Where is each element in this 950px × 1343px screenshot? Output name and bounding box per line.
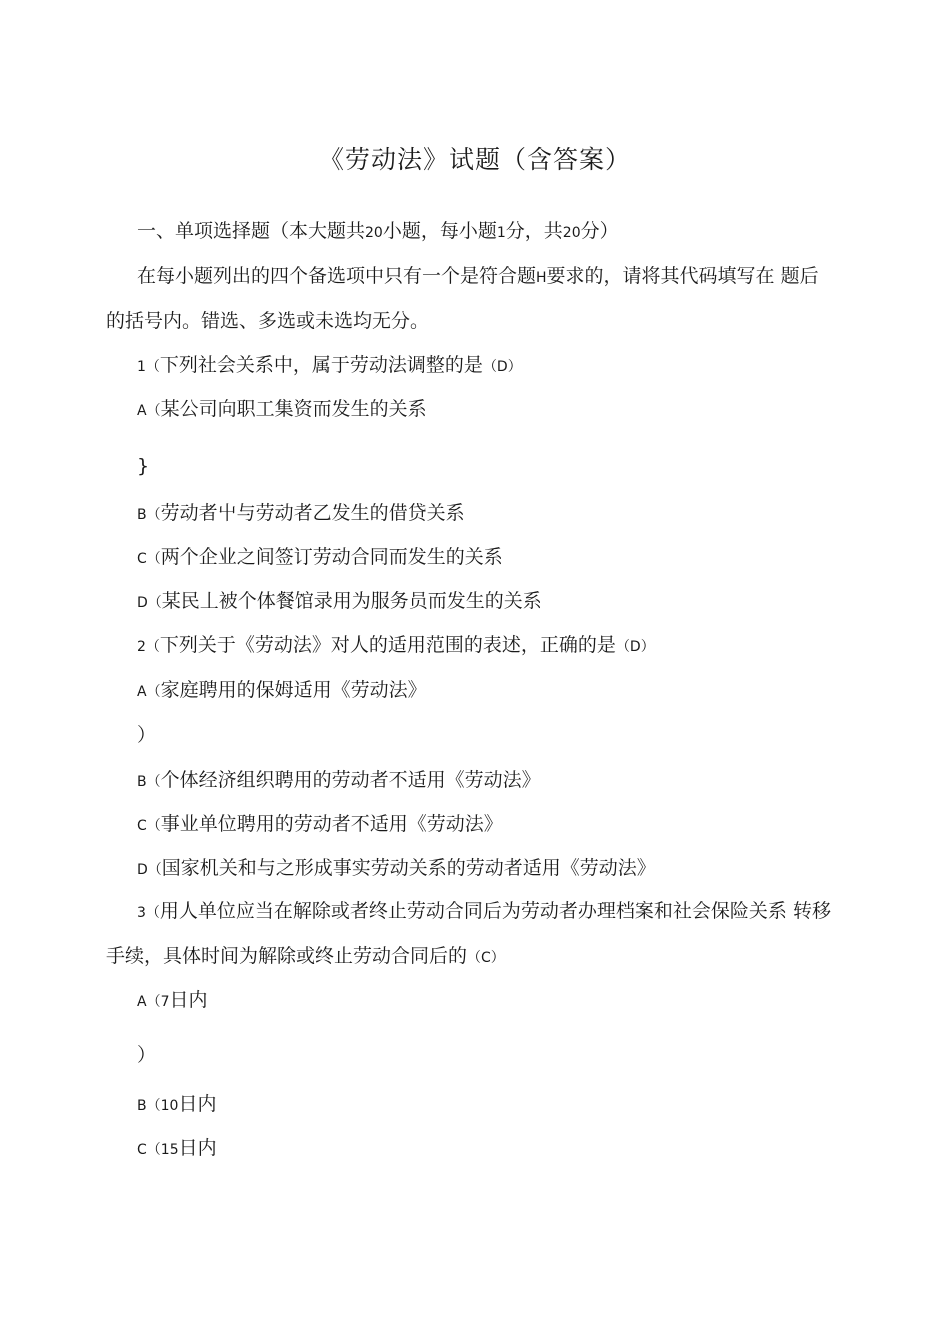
instruction-stray-h: H xyxy=(536,270,547,286)
option-text: 两个企业之间签订劳动合同而发生的关系 xyxy=(160,546,503,568)
section-heading-mid1: 小题，每小题 xyxy=(382,220,497,242)
question-3-stem xyxy=(137,898,831,926)
question-3-text-line-2: 手续，具体时间为解除或终止劳动合同后的 xyxy=(106,945,468,967)
total-points: 20 xyxy=(562,225,581,241)
instruction-line-2: 的括号内。错选、多选或未选均无分。 xyxy=(106,310,430,332)
option-text: 日内 xyxy=(178,1093,217,1115)
question-1-option-c xyxy=(137,544,503,572)
instruction-text-a: 在每小题列出的四个备选项中只有一个是符合题 xyxy=(137,265,537,287)
question-2-option-a xyxy=(137,677,427,705)
option-letter: A（ xyxy=(137,403,161,419)
option-text: 日内 xyxy=(169,989,208,1011)
instruction-text-b: 要求的，请将其代码填写在 题后 xyxy=(546,265,819,287)
section-heading-mid2: 分，共 xyxy=(505,220,563,242)
points-per-question: 1 xyxy=(496,225,506,241)
document-title: 《劳动法》试题（含答案） xyxy=(318,145,631,174)
option-number: 15 xyxy=(160,1142,179,1158)
option-letter: A（ xyxy=(137,994,161,1010)
question-3-option-a xyxy=(137,987,208,1015)
option-letter: B（ xyxy=(137,507,161,523)
option-text: 劳动者屮与劳动者乙发生的借贷关系 xyxy=(160,502,465,524)
instruction-line-1 xyxy=(137,263,819,291)
question-2-option-c xyxy=(137,811,503,839)
option-letter: D（ xyxy=(137,595,162,611)
question-2-number: 2（ xyxy=(137,639,160,655)
option-letter: C（ xyxy=(137,1142,161,1158)
option-text: 国家机关和与之形成事实劳动关系的劳动者适用《劳动法》 xyxy=(161,857,656,879)
question-2-stray-mark: ） xyxy=(137,724,157,746)
option-text: 个体经济组织聘用的劳动者不适用《劳动法》 xyxy=(160,769,541,791)
question-1-number: 1（ xyxy=(137,359,160,375)
question-3-option-b xyxy=(137,1091,216,1119)
question-1-option-a xyxy=(137,396,427,424)
question-1-option-b xyxy=(137,500,465,528)
question-3-answer: （C） xyxy=(467,950,505,966)
option-letter: C（ xyxy=(137,818,161,834)
question-3-stray-mark: ） xyxy=(137,1044,157,1066)
option-text: 某公司向职工集资而发生的关系 xyxy=(160,398,427,420)
question-1-text: 下列社会关系中，属于劳动法调整的是 xyxy=(159,354,483,376)
option-number: 10 xyxy=(160,1098,179,1114)
option-text: 事业单位聘用的劳动者不适用《劳动法》 xyxy=(160,813,503,835)
question-2-text: 下列关于《劳动法》对人的适用范围的表述，正确的是 xyxy=(159,634,616,656)
question-3-number: 3（ xyxy=(137,905,160,921)
question-1-option-d xyxy=(137,588,542,616)
question-2-stem xyxy=(137,632,655,660)
question-3-option-c xyxy=(137,1135,217,1163)
section-heading-prefix: 一、单项选择题（本大题共 xyxy=(137,220,366,242)
question-count: 20 xyxy=(365,225,383,241)
section-heading xyxy=(137,218,619,246)
question-1-stray-mark: } xyxy=(137,455,150,477)
option-text: 某民丄被个体餐馆录用为服务员而发生的关系 xyxy=(161,590,542,612)
question-3-stem-line-2 xyxy=(106,943,505,971)
question-3-text: 用人单位应当在解除或者终止劳动合同后为劳动者办理档案和社会保险关系 转移 xyxy=(159,900,831,922)
option-letter: D（ xyxy=(137,862,162,878)
question-2-option-d xyxy=(137,855,656,883)
option-number: 7 xyxy=(160,994,170,1010)
section-heading-suffix: 分） xyxy=(580,220,619,242)
option-text: 家庭聘用的保姆适用《劳动法》 xyxy=(160,679,427,701)
option-letter: C（ xyxy=(137,551,161,567)
question-1-stem xyxy=(137,352,522,380)
option-letter: B（ xyxy=(137,1098,161,1114)
question-1-answer: （D） xyxy=(482,359,522,375)
option-letter: A（ xyxy=(137,684,161,700)
option-letter: B（ xyxy=(137,774,161,790)
option-text: 日内 xyxy=(178,1137,217,1159)
question-2-answer: （D） xyxy=(615,639,655,655)
question-2-option-b xyxy=(137,767,541,795)
